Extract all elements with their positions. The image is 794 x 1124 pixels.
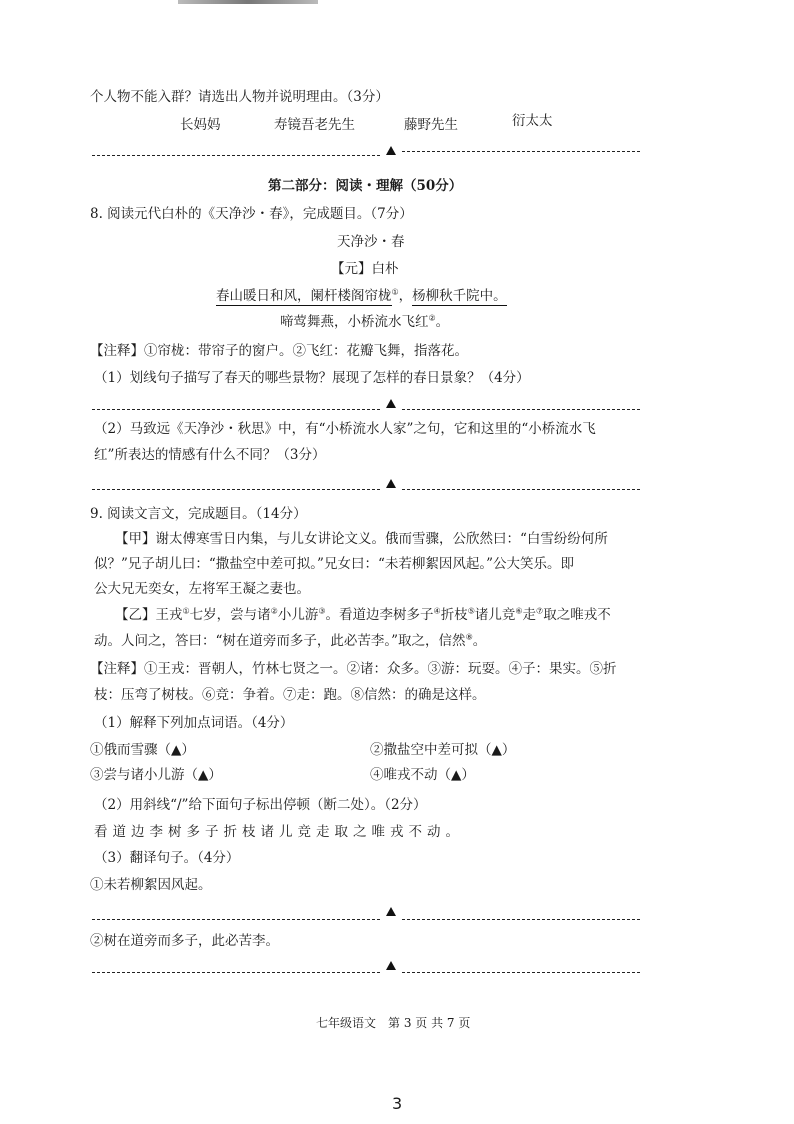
- yi-text: 折枝: [440, 607, 468, 623]
- q7-option-1: 长妈妈: [180, 117, 221, 133]
- q7-prompt: 个人物不能入群？请选出人物并说明理由。（3分）: [90, 89, 389, 105]
- q8-sub1: （1）划线句子描写了春天的哪些景物？展现了怎样的春日景象？（4分）: [94, 370, 530, 386]
- note-marker: ⑦: [536, 606, 544, 616]
- note-marker: ②: [270, 606, 278, 616]
- answer-triangle-icon: [386, 146, 396, 155]
- answer-line: [402, 151, 640, 152]
- answer-triangle-icon: [386, 399, 396, 408]
- note-marker: ①: [391, 287, 399, 297]
- q8-sub2-line1: （2）马致远《天净沙・秋思》中，有“小桥流水人家”之句，它和这里的“小桥流水飞: [94, 421, 596, 437]
- yi-text: 动。人问之，答曰：“树在道旁而多子，此必苦李。”取之，信然: [94, 633, 466, 649]
- yi-text: 取之唯戎不: [543, 607, 611, 623]
- poem-punct: 。: [435, 314, 450, 330]
- yi-text: 。看道边李树多子: [325, 607, 434, 623]
- answer-line: [402, 409, 640, 410]
- note-marker: ⑥: [515, 606, 523, 616]
- q9-stem: 9. 阅读文言文，完成题目。（14分）: [90, 506, 307, 522]
- answer-line: [402, 972, 640, 973]
- q9-jia-line1: 【甲】谢太傅寒雪日内集，与儿女讲论文义。俄而雪骤，公欣然曰：“白雪纷纷何所: [115, 531, 608, 547]
- page-footer: 七年级语文 第 3 页 共 7 页: [316, 1016, 471, 1030]
- q9-translate-2: ②树在道旁而多子，此必苦李。: [90, 933, 279, 949]
- q9-word-4: ④唯戎不动（▲）: [370, 767, 475, 783]
- note-marker: ②: [428, 313, 436, 323]
- scan-edge-mark: [178, 0, 318, 4]
- q9-translate-1: ①未若柳絮因风起。: [90, 877, 212, 893]
- q8-stem: 8. 阅读元代白朴的《天净沙・春》，完成题目。（7分）: [90, 206, 413, 222]
- answer-triangle-icon: [386, 479, 396, 488]
- q9-sub3: （3）翻译句子。（4分）: [94, 850, 240, 866]
- q9-word-2: ②撒盐空中差可拟（▲）: [370, 742, 516, 758]
- answer-line: [92, 919, 380, 920]
- yi-text: 【乙】王戎: [115, 607, 183, 623]
- q9-notes-line1: 【注释】①王戎：晋朝人，竹林七贤之一。②诸：众多。③游：玩耍。④子：果实。⑤折: [90, 661, 617, 677]
- q9-jia-line3: 公大兄无奕女，左将军王凝之妻也。: [94, 581, 310, 597]
- answer-line: [92, 489, 380, 490]
- answer-line: [92, 972, 380, 973]
- yi-text: 走: [522, 607, 537, 623]
- answer-line: [92, 409, 380, 410]
- yi-text: 七岁，尝与诸: [189, 607, 271, 623]
- note-marker: ⑧: [465, 632, 473, 642]
- answer-triangle-icon: [386, 907, 396, 916]
- q9-jia-line2: 似？”兄子胡儿曰：“撒盐空中差可拟。”兄女曰：“未若柳絮因风起。”公大笑乐。即: [94, 556, 575, 572]
- q9-yi-line2: [94, 632, 486, 650]
- part2-title: 第二部分：阅读・理解（50分）: [268, 178, 463, 194]
- q9-yi-line1: [115, 606, 611, 624]
- q8-sub2-line2: 红”所表达的情感有什么不同？（3分）: [94, 447, 326, 463]
- answer-line: [402, 919, 640, 920]
- q9-punctuation-sentence: 看道边李树多子折枝诸儿竞走取之唯戎不动。: [94, 824, 464, 840]
- answer-line: [92, 155, 380, 156]
- note-marker: ③: [318, 606, 326, 616]
- q9-notes-line2: 枝：压弯了树枝。⑥竞：争着。⑦走：跑。⑧信然：的确是这样。: [94, 687, 486, 703]
- q9-word-1: ①俄而雪骤（▲）: [90, 742, 195, 758]
- note-marker: ④: [433, 606, 441, 616]
- q7-option-3: 藤野先生: [404, 117, 458, 133]
- note-marker: ⑤: [467, 606, 475, 616]
- q9-word-3: ③尝与诸小儿游（▲）: [90, 767, 222, 783]
- answer-triangle-icon: [386, 961, 396, 970]
- poem-title: 天净沙・春: [337, 234, 405, 250]
- underlined-phrase: 春山暖日和风，阑杆楼阁帘栊: [216, 288, 392, 304]
- poem-line-1: [216, 287, 507, 305]
- note-marker: ①: [182, 606, 190, 616]
- poem-text: 啼莺舞燕，小桥流水飞红: [280, 314, 429, 330]
- poem-line-2: [280, 313, 449, 331]
- poem-punct: ，: [398, 288, 413, 304]
- q8-notes: 【注释】①帘栊：带帘子的窗户。②飞红：花瓣飞舞，指落花。: [90, 343, 468, 359]
- yi-text: 诸儿竞: [474, 607, 516, 623]
- q9-sub2: （2）用斜线“/”给下面句子标出停顿（断二处）。（2分）: [94, 797, 427, 813]
- poem-author: 【元】白朴: [331, 261, 399, 277]
- page-number: 3: [392, 1094, 403, 1113]
- yi-text: 小儿游: [277, 607, 319, 623]
- answer-line: [402, 489, 640, 490]
- q9-sub1: （1）解释下列加点词语。（4分）: [94, 715, 294, 731]
- q7-option-2: 寿镜吾老先生: [274, 117, 355, 133]
- q7-option-4: 衍太太: [512, 113, 553, 129]
- underlined-phrase: 杨柳秋千院中。: [412, 288, 507, 304]
- yi-text: 。: [472, 633, 487, 649]
